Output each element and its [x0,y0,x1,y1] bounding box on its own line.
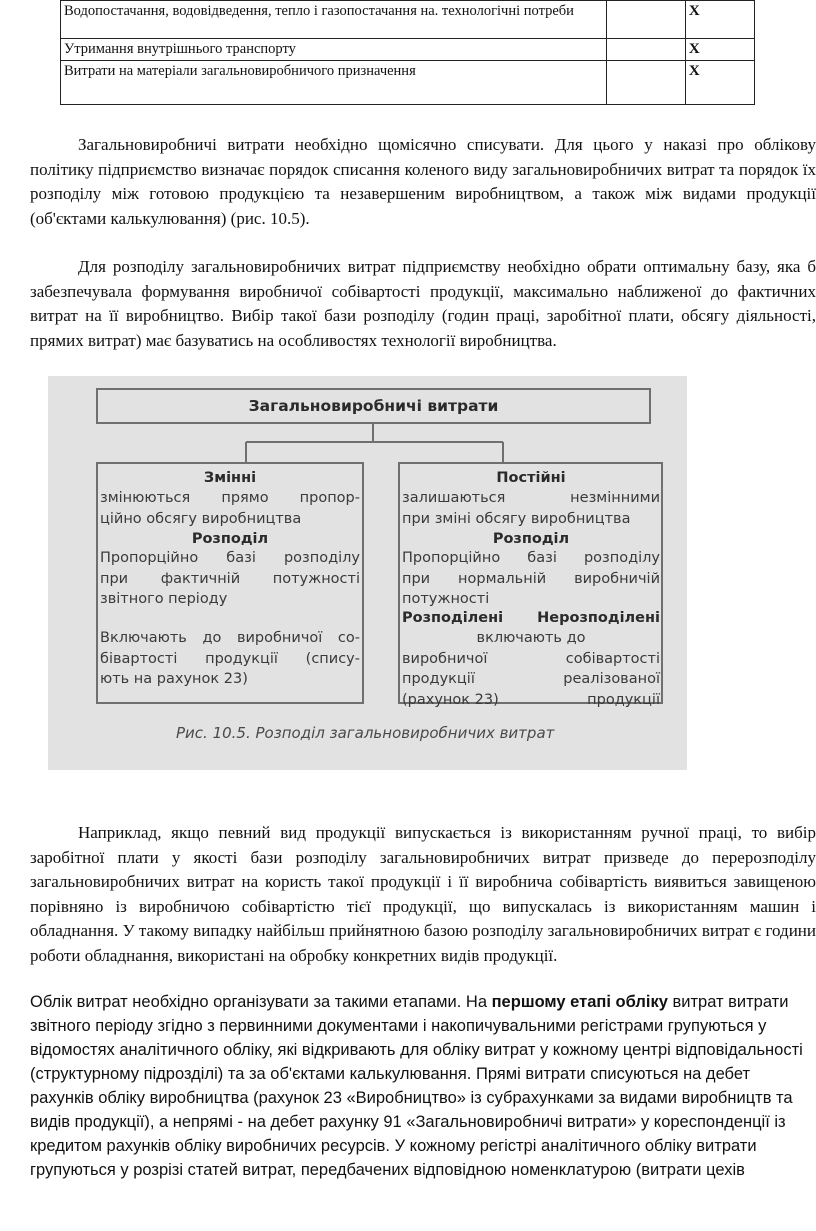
paragraph-3 [30,821,816,968]
line [402,488,660,509]
distributed-label: Розподілені [402,610,504,626]
line: змінюються прямо пропор- [100,490,360,506]
variable-inclusion-text [100,628,360,690]
figure-title: Загальновиробничі витрати [248,397,499,415]
line [402,649,660,670]
fixed-subtypes [402,608,660,629]
figure-caption: Рис. 10.5. Розподіл загальновиробничих витрат [176,724,555,742]
table-cell-mark: X [685,1,754,39]
line: Пропорційно базі розподілу [402,550,660,566]
word: реалізованої [563,671,660,687]
paragraph-4-rest: витрат витрати звітного періоду згідно з первинними документами і накопичувальними регістрами групуються у відомостях аналітичного обліку, які відкривають для обліку витрат у кожному центрі відповідальності (структурному підрозділі) та за об'єктами калькулювання. Прямі витрати списуються на дебет рахунків обліку виробництва (рахунок 23 «Виробництво» із субрахунками за видами виробництв та видів продукції), а непрямі - на дебет рахунку 91 «Загальновиробничі витрати» у кореспонденції із кредитом рахунків обліку виробничих ресурсів. У кожному регістрі аналітичного обліку витрати групуються у розрізі статей витрат, передбачених відповідною номенклатурою (витрати цехів [30,993,803,1179]
line: ційно обсягу виробництва [100,510,302,527]
word: (рахунок 23) [402,691,499,708]
word: продукції [587,691,660,708]
paragraph-4-bold: першому етапі обліку [491,993,668,1011]
fixed-distribution-text [402,548,660,610]
fixed-inclusion-text [402,628,660,710]
table-row [61,1,755,39]
word: незмінними [570,490,660,506]
paragraph-3-text: Наприклад, якщо певний вид продукції випускається із використанням ручної праці, то вибір заробітної плати у якості бази розподілу загальновиробничих витрат призведе до перерозподілу загальновиробничих витрат на користь такої продукції і її виробнича собівартість виявиться завищеною порівняно із виробничою собівартістю тієї продукції, що випускалась із використанням машин і обладнання. У такому випадку найбільш прийнятною базою розподілу загальновиробничих витрат є години роботи обладнання, використані на обробку конкретних видів продукції. [30,823,816,965]
paragraph-2 [30,255,816,353]
table-cell-empty [606,1,685,39]
word: собівартості [565,650,660,667]
word: продукції [402,671,475,687]
paragraph-1-text: Загальновиробничі витрати необхідно щомісячно списувати. Для цього у наказі про облікову політику підприємство визначає порядок списання коленого виду загальновиробничих витрат та порядок їх розподілу між готовою продукцією та незавершеним виробництвом, а також між видами продукції (об'єктами калькулювання) (рис. 10.5). [30,135,816,228]
fixed-costs-header: Постійні [496,470,566,486]
undistributed-label: Нерозподілені [537,610,660,626]
line: Включають до виробничої со- [100,630,360,646]
variable-costs-text [100,488,360,529]
paragraph-1 [30,133,816,231]
paragraph-2-text: Для розподілу загальновиробничих витрат підприємству необхідно обрати оптимальну базу, яка б забезпечувала формування виробничої собівартості продукції, максимально наближеної до фактичних витрат на її виробництво. Вибір такої бази розподілу (годин праці, заробітної плати, обсягу діяльності, прямих витрат) має базуватись на особливостях технології виробництва. [30,257,816,350]
variable-distribution-text [100,548,360,610]
word: виробничої [402,650,488,667]
line [402,690,660,711]
table-cell-empty [606,61,685,105]
table-cell-mark: X [685,39,754,61]
table-cell-empty [606,39,685,61]
line: звітного періоду [100,591,228,607]
table-cell-label: Утримання внутрішнього транспорту [61,39,607,61]
line: Пропорційно базі розподілу [100,550,360,566]
table-cell-mark: X [685,61,754,105]
variable-costs-header: Змінні [203,470,257,486]
fixed-costs-text [402,488,660,529]
figure-10-5 [48,376,687,770]
line: включають до [476,630,586,646]
figure-connectors [48,376,687,476]
word: залишаються [402,490,506,506]
line: при зміні обсягу виробництва [402,510,631,527]
line: при фактичній потужності [100,570,360,587]
table-cell-label: Витрати на матеріали загальновиробничого призначення [61,61,607,105]
paragraph-4-start: Облік витрат необхідно організувати за такими етапами. На [30,993,492,1011]
table-row [61,61,755,105]
line: потужності [402,591,490,607]
variable-distribution-header: Розподіл [191,531,269,547]
line: при нормальній виробничій [402,570,660,587]
paragraph-4 [30,990,816,1182]
line [402,669,660,690]
table-row [61,39,755,61]
line: ють на рахунок 23) [100,671,248,687]
fixed-distribution-header: Розподіл [492,531,570,547]
line: бівартості продукції (спису- [100,650,360,667]
table-cell-label: Водопостачання, водовідведення, тепло і газопостачання на. технологічні потреби [61,1,607,39]
cost-table [60,0,755,105]
